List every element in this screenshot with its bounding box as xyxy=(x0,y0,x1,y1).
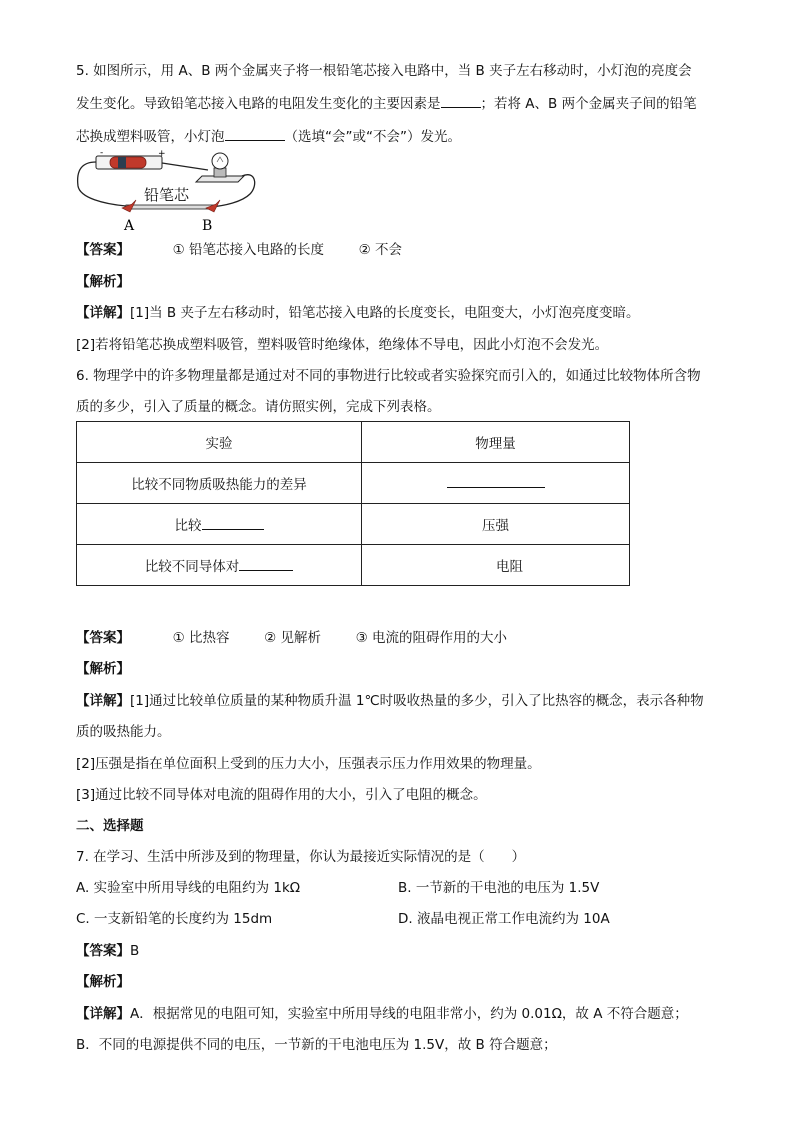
q5-stem-line2 xyxy=(76,94,697,113)
q6-stem-line2: 质的多少，引入了质量的概念。请仿照实例，完成下列表格。 xyxy=(76,399,441,415)
table-row xyxy=(77,463,630,504)
detail-tag: 【详解】 xyxy=(76,305,130,321)
answer-number-1: ① xyxy=(172,630,185,646)
q5-stem-line2-a: 发生变化。导致铅笔芯接入电路的电阻发生变化的主要因素是 xyxy=(76,96,441,112)
table-row xyxy=(77,545,630,586)
table-cell xyxy=(362,463,630,504)
battery-cell xyxy=(110,157,146,168)
pencil-lead-label: 铅笔芯 xyxy=(144,186,190,204)
table-cell: 比较不同物质吸热能力的差异 xyxy=(77,463,362,504)
answer-tag: 【答案】 xyxy=(76,242,130,258)
q5-analysis-tag: 【解析】 xyxy=(76,274,130,290)
q6-answer-1: 比热容 xyxy=(189,630,230,646)
q7-detail-a: 【详解】A．根据常见的电阻可知，实验室中所用导线的电阻非常小，约为 0.01Ω，故 A 不符合题意； xyxy=(76,1006,688,1022)
answer-number-2: ② xyxy=(358,242,371,258)
q6-blank-2[interactable] xyxy=(202,516,264,530)
q6-detail-1b: 质的吸热能力。 xyxy=(76,724,171,740)
q7-option-b[interactable]: B. 一节新的干电池的电压为 1.5V xyxy=(398,880,600,896)
section-title: 二、选择题 xyxy=(76,818,144,834)
clip-b-label: B xyxy=(202,218,213,234)
q7-option-a[interactable]: A. 实验室中所用导线的电阻约为 1kΩ xyxy=(76,880,301,896)
q5-stem-line3-a: 芯换成塑料吸管，小灯泡 xyxy=(76,129,225,145)
q7-answer xyxy=(76,942,139,960)
circuit-figure xyxy=(74,150,264,234)
table-cell: 压强 xyxy=(362,504,630,545)
table-header-row xyxy=(77,422,630,463)
detail-tag: 【详解】 xyxy=(76,693,130,709)
answer-number-2: ② xyxy=(264,630,277,646)
q7-detail-b: B．不同的电源提供不同的电压，一节新的干电池电压为 1.5V，故 B 符合题意； xyxy=(76,1037,557,1053)
q5-answer xyxy=(76,241,402,259)
table-row xyxy=(77,504,630,545)
detail-tag: 【详解】 xyxy=(76,1006,130,1022)
clip-a-label: A xyxy=(124,218,135,234)
q5-answer-2: 不会 xyxy=(375,242,402,258)
q7-answer-value: B xyxy=(130,943,140,959)
q5-detail-1: 【详解】[1]当 B 夹子左右移动时，铅笔芯接入电路的长度变长，电阻变大，小灯泡亮度变暗。 xyxy=(76,305,640,321)
q5-stem-line2-b: ；若将 A、B 两个金属夹子间的铅笔 xyxy=(480,96,697,112)
table-header-cell: 实验 xyxy=(77,422,362,463)
battery-band xyxy=(118,157,126,168)
q6-detail-3: [3]通过比较不同导体对电流的阻碍作用的大小，引入了电阻的概念。 xyxy=(76,787,487,803)
q6-blank-3[interactable] xyxy=(239,557,293,571)
q7-stem: 7. 在学习、生活中所涉及到的物理量，你认为最接近实际情况的是（ ） xyxy=(76,849,526,865)
q6-answer-3: 电流的阻碍作用的大小 xyxy=(372,630,507,646)
battery-plus-label: + xyxy=(158,150,166,159)
q5-stem-line3 xyxy=(76,127,461,146)
battery-minus-label: - xyxy=(100,150,104,158)
answer-tag: 【答案】 xyxy=(76,630,130,646)
q6-blank-1[interactable] xyxy=(447,474,545,488)
q6-answer xyxy=(76,629,507,647)
q5-stem-line1: 5. 如图所示，用 A、B 两个金属夹子将一根铅笔芯接入电路中，当 B 夹子左右移动时，小灯泡的亮度会 xyxy=(76,63,692,79)
q6-stem-line1: 6. 物理学中的许多物理量都是通过对不同的事物进行比较或者实验探究而引入的，如通过比较物体所含物 xyxy=(76,368,701,384)
q5-blank-1[interactable] xyxy=(441,94,481,108)
table-header-cell: 物理量 xyxy=(362,422,630,463)
q5-answer-1: 铅笔芯接入电路的长度 xyxy=(189,242,324,258)
answer-tag: 【答案】 xyxy=(76,943,130,959)
q5-stem-line3-b: （选填“会”或“不会”）发光。 xyxy=(284,129,461,145)
q7-option-d[interactable]: D. 液晶电视正常工作电流约为 10A xyxy=(398,911,610,927)
q6-analysis-tag: 【解析】 xyxy=(76,661,130,677)
q5-detail-2: [2]若将铅笔芯换成塑料吸管，塑料吸管时绝缘体，绝缘体不导电，因此小灯泡不会发光。 xyxy=(76,337,609,353)
q7-analysis-tag: 【解析】 xyxy=(76,974,130,990)
wire-top xyxy=(162,163,208,170)
pencil-lead xyxy=(126,205,214,209)
q6-detail-1a: 【详解】[1]通过比较单位质量的某种物质升温 1℃时吸收热量的多少，引入了比热容的概念，表示各种物 xyxy=(76,693,704,709)
table-cell: 比较不同导体对 xyxy=(77,545,362,586)
bulb-icon xyxy=(212,153,228,169)
q7-option-c[interactable]: C. 一支新铅笔的长度约为 15dm xyxy=(76,911,273,927)
q5-blank-2[interactable] xyxy=(225,127,285,141)
answer-number-1: ① xyxy=(172,242,185,258)
q6-answer-2: 见解析 xyxy=(280,630,321,646)
answer-number-3: ③ xyxy=(355,630,368,646)
q6-table xyxy=(76,421,630,586)
q6-detail-2: [2]压强是指在单位面积上受到的压力大小，压强表示压力作用效果的物理量。 xyxy=(76,756,541,772)
table-cell: 比较 xyxy=(77,504,362,545)
table-cell: 电阻 xyxy=(362,545,630,586)
